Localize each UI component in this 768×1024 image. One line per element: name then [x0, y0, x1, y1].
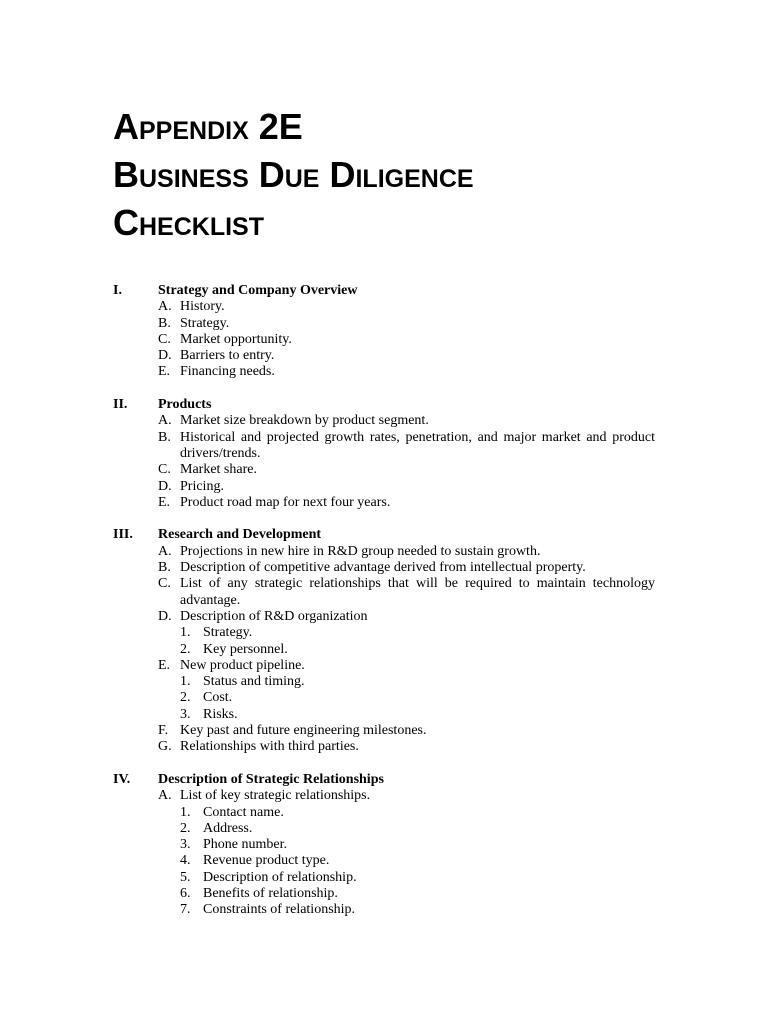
item-letter: D.	[158, 608, 172, 624]
checklist-subitem	[113, 821, 655, 837]
checklist-item	[113, 462, 655, 478]
item-text: Pricing.	[180, 478, 224, 494]
subitem-text: Phone number.	[203, 837, 287, 853]
item-letter: A.	[158, 543, 172, 559]
checklist-subitem	[113, 886, 655, 902]
checklist-item	[113, 609, 655, 625]
item-letter: B.	[158, 315, 171, 331]
subitem-number: 3.	[180, 706, 191, 722]
checklist-section	[113, 527, 655, 755]
item-text: Market opportunity.	[180, 331, 292, 347]
subitem-number: 4.	[180, 853, 191, 869]
subitem-number: 6.	[180, 885, 191, 901]
subitem-number: 7.	[180, 902, 191, 918]
checklist-item	[113, 544, 655, 560]
section-numeral: III.	[113, 527, 133, 543]
checklist-section	[113, 397, 655, 511]
checklist-item	[113, 658, 655, 674]
checklist-item	[113, 576, 655, 609]
item-text: Historical and projected growth rates, penetration, and major market and product drivers/trends.	[180, 429, 655, 461]
section-heading	[113, 772, 655, 788]
item-letter: E.	[158, 494, 171, 510]
item-letter: F.	[158, 723, 169, 739]
checklist-subitem	[113, 674, 655, 690]
subitem-text: Status and timing.	[203, 674, 305, 690]
section-numeral: II.	[113, 397, 128, 413]
checklist-item	[113, 430, 655, 463]
checklist-item	[113, 316, 655, 332]
subitem-text: Benefits of relationship.	[203, 885, 338, 901]
checklist-subitem	[113, 902, 655, 918]
item-letter: C.	[158, 576, 171, 592]
item-text: Projections in new hire in R&D group needed to sustain growth.	[180, 543, 541, 559]
subitem-text: Cost.	[203, 690, 233, 706]
checklist-item	[113, 364, 655, 380]
item-letter: A.	[158, 788, 172, 804]
subitem-number: 1.	[180, 674, 191, 690]
section-heading	[113, 283, 655, 299]
item-letter: A.	[158, 413, 172, 429]
subitem-text: Address.	[203, 820, 253, 836]
item-text: Market size breakdown by product segment.	[180, 413, 429, 429]
subitem-number: 2.	[180, 690, 191, 706]
checklist-item	[113, 299, 655, 315]
item-text: Relationships with third parties.	[180, 739, 359, 755]
checklist-subitem	[113, 870, 655, 886]
item-text: New product pipeline.	[180, 657, 305, 673]
item-text: History.	[180, 299, 225, 315]
item-text: List of any strategic relationships that will be required to maintain technology advantage.	[180, 576, 655, 608]
checklist-title-line-1: Business Due Diligence	[113, 154, 474, 195]
appendix-title: Appendix 2E	[113, 106, 303, 147]
subitem-text: Contact name.	[203, 804, 284, 820]
subitem-number: 1.	[180, 625, 191, 641]
item-letter: B.	[158, 560, 171, 576]
section-numeral: IV.	[113, 771, 131, 787]
checklist-subitem	[113, 805, 655, 821]
checklist-subitem	[113, 707, 655, 723]
item-text: List of key strategic relationships.	[180, 788, 371, 804]
checklist-section	[113, 283, 655, 381]
item-letter: C.	[158, 462, 171, 478]
subitem-number: 2.	[180, 641, 191, 657]
section-numeral: I.	[113, 283, 122, 298]
section-title: Products	[158, 397, 212, 413]
item-letter: C.	[158, 331, 171, 347]
item-letter: D.	[158, 478, 172, 494]
checklist-item	[113, 739, 655, 755]
section-heading	[113, 397, 655, 413]
checklist-item	[113, 348, 655, 364]
section-heading	[113, 527, 655, 543]
item-text: Financing needs.	[180, 364, 275, 380]
subitem-number: 5.	[180, 869, 191, 885]
subitem-text: Key personnel.	[203, 641, 288, 657]
item-letter: B.	[158, 429, 171, 445]
checklist-subitem	[113, 642, 655, 658]
section-title: Research and Development	[158, 527, 322, 543]
checklist-section	[113, 772, 655, 919]
item-text: Strategy.	[180, 315, 230, 331]
item-text: Description of R&D organization	[180, 608, 368, 624]
item-text: Description of competitive advantage derived from intellectual property.	[180, 560, 586, 576]
checklist-subitem	[113, 690, 655, 706]
checklist-title-line-2: Checklist	[113, 202, 264, 243]
checklist-item	[113, 723, 655, 739]
checklist-item	[113, 413, 655, 429]
item-text: Market share.	[180, 462, 257, 478]
subitem-number: 2.	[180, 820, 191, 836]
item-text: Product road map for next four years.	[180, 494, 391, 510]
item-letter: D.	[158, 348, 172, 364]
item-letter: G.	[158, 739, 172, 755]
checklist-item	[113, 788, 655, 804]
item-letter: E.	[158, 657, 171, 673]
checklist-subitem	[113, 853, 655, 869]
subitem-text: Constraints of relationship.	[203, 902, 356, 918]
checklist-subitem	[113, 625, 655, 641]
checklist-outline	[113, 283, 655, 935]
subitem-text: Strategy.	[203, 625, 253, 641]
subitem-number: 3.	[180, 837, 191, 853]
section-title: Description of Strategic Relationships	[158, 771, 384, 787]
subitem-text: Revenue product type.	[203, 853, 330, 869]
checklist-item	[113, 332, 655, 348]
item-letter: E.	[158, 364, 171, 380]
checklist-subitem	[113, 837, 655, 853]
checklist-item	[113, 560, 655, 576]
subitem-text: Description of relationship.	[203, 869, 357, 885]
title-block	[113, 103, 474, 247]
subitem-number: 1.	[180, 804, 191, 820]
item-letter: A.	[158, 299, 172, 315]
item-text: Key past and future engineering milestones.	[180, 723, 427, 739]
section-title: Strategy and Company Overview	[158, 283, 358, 298]
subitem-text: Risks.	[203, 706, 238, 722]
checklist-item	[113, 479, 655, 495]
checklist-item	[113, 495, 655, 511]
item-text: Barriers to entry.	[180, 348, 275, 364]
